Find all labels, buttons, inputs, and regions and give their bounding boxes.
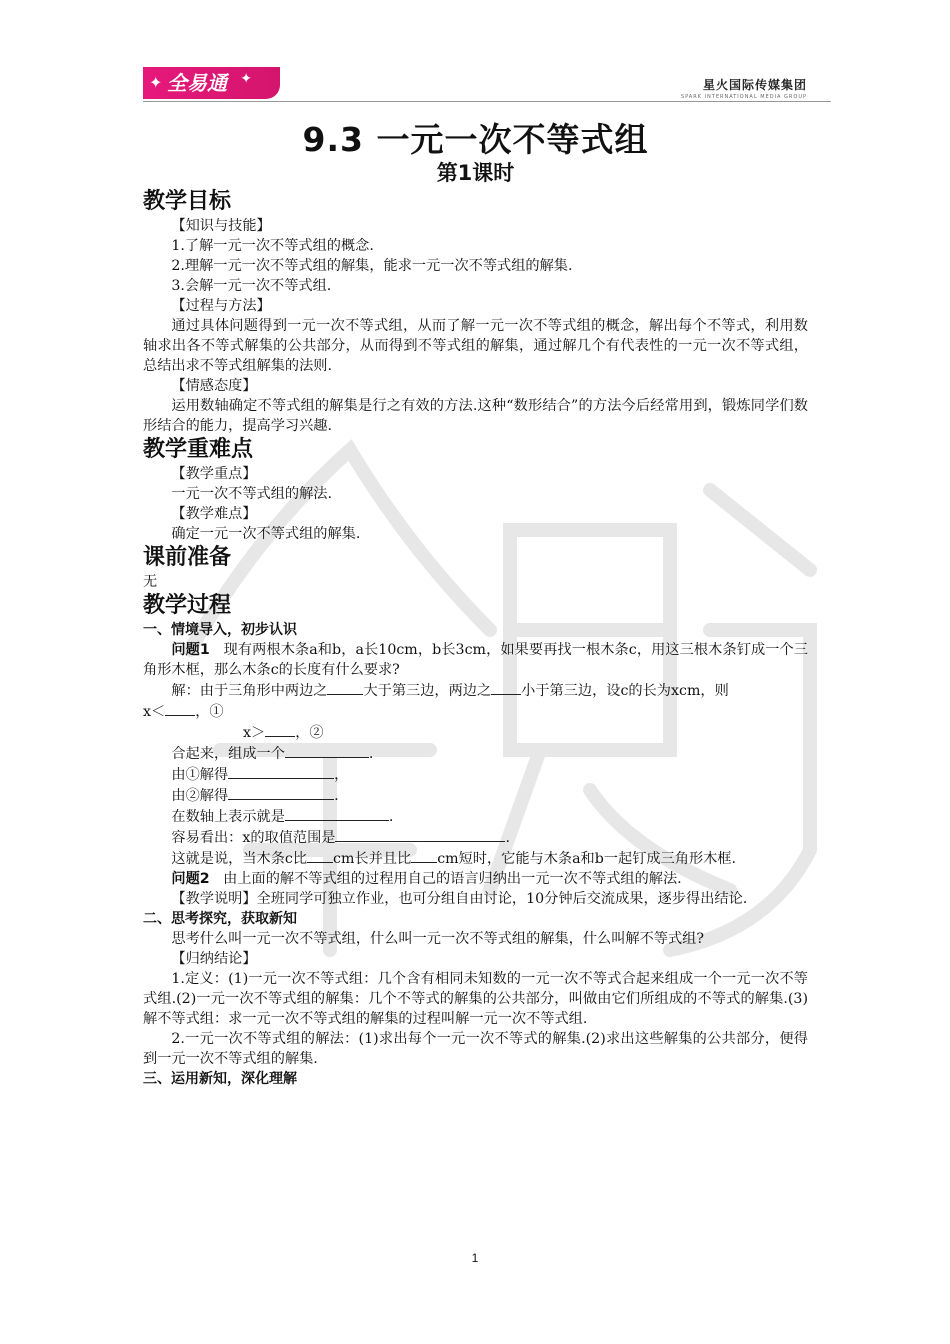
publisher — [681, 76, 807, 100]
conclusion-line: 这就是说，当木条c比 cm长并且比 cm短时，它能与木条a和b一起钉成三角形木框. — [143, 848, 808, 869]
fill-blank — [265, 722, 295, 737]
knowledge-item: 1.了解一元一次不等式组的概念. — [171, 238, 374, 254]
question-1-label: 问题1 — [171, 642, 210, 658]
fill-blank — [411, 848, 437, 863]
fill-blank — [228, 764, 334, 779]
process-heading: 教学过程 — [143, 593, 232, 618]
fill-blank — [285, 806, 389, 821]
teaching-note — [143, 889, 808, 909]
prep-text: 无 — [143, 574, 158, 590]
difficulty-text: 确定一元一次不等式组的解集. — [171, 526, 361, 542]
section-1-heading: 一、情境导入，初步认识 — [143, 622, 297, 638]
note-text: 全班同学可独立作业，也可分组自由讨论，10分钟后交流成果，逐步得出结论. — [256, 891, 748, 907]
conclusion-2: 2.一元一次不等式组的解法：(1)求出每个一元一次不等式的解集.(2)求出这些解集的公共部分，便得到一元一次不等式组的解集. — [143, 1031, 808, 1067]
fill-blank — [335, 827, 505, 842]
prep-heading: 课前准备 — [143, 545, 232, 570]
emotion-tag: 【情感态度】 — [171, 378, 257, 394]
section-2-text: 思考什么叫一元一次不等式组，什么叫一元一次不等式组的解集，什么叫解不等式组? — [171, 931, 704, 947]
fill-blank — [285, 743, 369, 758]
header-divider — [143, 101, 831, 102]
solve-1-line: 由①解得 ， — [143, 764, 808, 785]
note-tag: 【教学说明】 — [171, 891, 257, 907]
process-tag: 【过程与方法】 — [171, 298, 271, 314]
inequality-2: x＞ ，② — [143, 722, 808, 743]
question-1 — [143, 640, 808, 680]
key-text: 一元一次不等式组的解法. — [171, 486, 332, 502]
knowledge-item: 2.理解一元一次不等式组的解集，能求一元一次不等式组的解集. — [171, 258, 573, 274]
question-2 — [143, 869, 808, 889]
fill-blank — [327, 680, 363, 695]
number-line-line: 在数轴上表示就是 . — [143, 806, 808, 827]
publisher-name: 星火国际传媒集团 — [702, 78, 807, 92]
question-1-text: 现有两根木条a和b，a长10cm，b长3cm，如果要再找一根木条c，用这三根木条钉成一个三角形木框，那么木条c的长度有什么要求? — [143, 642, 808, 678]
key-tag: 【教学重点】 — [171, 466, 257, 482]
difficulty-tag: 【教学难点】 — [171, 506, 257, 522]
fill-blank — [491, 680, 521, 695]
star-icon: ✦ — [149, 73, 163, 92]
conclusion-tag: 【归纳结论】 — [171, 951, 257, 967]
lesson-content — [143, 118, 808, 1089]
combine-line: 合起来，组成一个 . — [143, 743, 808, 764]
publisher-english: SPARK INTERNATIONAL MEDIA GROUP — [680, 94, 807, 100]
fill-blank — [307, 848, 333, 863]
brand-logo — [143, 67, 280, 99]
page-number: 1 — [471, 1251, 479, 1265]
question-2-text: 由上面的解不等式组的过程用自己的语言归纳出一元一次不等式组的解法. — [223, 871, 682, 887]
sparkle-icon: ✦ — [240, 71, 252, 87]
page-title: 9.3 一元一次不等式组 — [302, 120, 649, 159]
fill-blank — [165, 701, 195, 716]
question-2-label: 问题2 — [171, 871, 210, 887]
solution-line: 解：由于三角形中两边之 大于第三边，两边之 小于第三边，设c的长为xcm，则 — [143, 680, 808, 701]
keypoints-heading: 教学重难点 — [143, 437, 254, 462]
knowledge-tag: 【知识与技能】 — [171, 218, 271, 234]
conclusion-1: 1.定义：(1)一元一次不等式组：几个含有相同未知数的一元一次不等式合起来组成一个一元一次不等式组.(2)一元一次不等式组的解集：几个不等式的解集的公共部分，叫做由它们所组成的不等式的解集.(3)解不等式组：求一元一次不等式组的解集的过程叫解一元一次不等式组. — [143, 971, 808, 1027]
knowledge-item: 3.会解一元一次不等式组. — [171, 278, 332, 294]
inequality-1: x＜ ，① — [143, 701, 808, 722]
section-2-heading: 二、思考探究，获取新知 — [143, 911, 297, 927]
lesson-period: 第1课时 — [436, 161, 515, 185]
process-text: 通过具体问题得到一元一次不等式组，从而了解一元一次不等式组的概念，解出每个不等式，利用数轴求出各不等式解集的公共部分，从而得到不等式组的解集，通过解几个有代表性的一元一次不等式组，总结出求不等式组解集的法则. — [143, 318, 808, 374]
solve-2-line: 由②解得 . — [143, 785, 808, 806]
section-3-heading: 三、运用新知，深化理解 — [143, 1071, 297, 1087]
fill-blank — [228, 785, 334, 800]
emotion-text: 运用数轴确定不等式组的解集是行之有效的方法.这种“数形结合”的方法今后经常用到，锻炼同学们数形结合的能力，提高学习兴趣. — [143, 398, 808, 434]
range-line: 容易看出：x的取值范围是 . — [143, 827, 808, 848]
logo-text: 全易通 — [167, 71, 227, 95]
goals-heading: 教学目标 — [143, 189, 232, 214]
